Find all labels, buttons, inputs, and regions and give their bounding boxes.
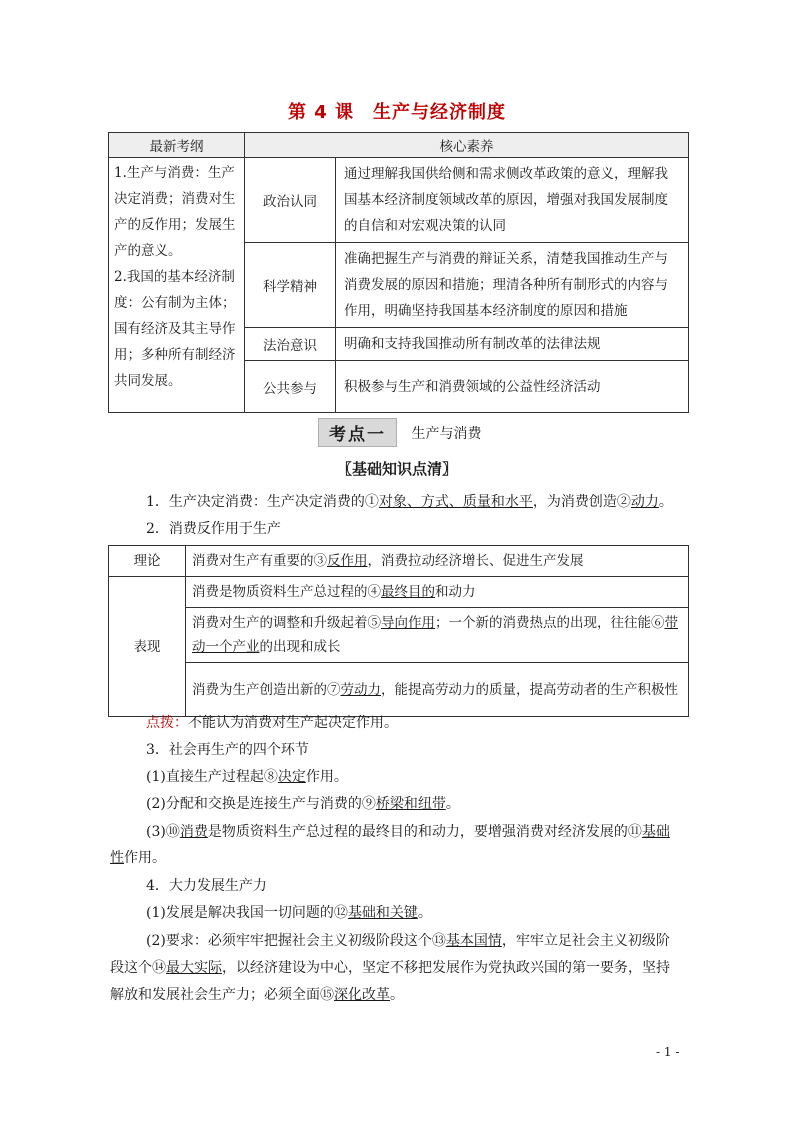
paragraph-4-1: [110, 902, 726, 922]
text: 。: [417, 905, 432, 921]
outline-line: 1.生产与消费：生产: [114, 165, 235, 181]
answer: 最终目的: [381, 584, 435, 600]
literacy-desc: [336, 243, 689, 328]
outline-content: [109, 158, 245, 413]
paragraph-3-3: [110, 821, 726, 841]
performance-row: [186, 663, 689, 717]
text: (1)发展是解决我国一切问题的⑫: [146, 905, 348, 921]
kaodian-title: 生产与消费: [411, 425, 482, 442]
paragraph-4: 4．大力发展生产力: [146, 878, 267, 894]
answer: 导向作用: [381, 615, 435, 631]
paragraph-3-2: [110, 793, 726, 813]
text: (1)直接生产过程起⑧: [146, 769, 278, 785]
performance-row: [186, 577, 689, 608]
performance-label: 表现: [109, 577, 186, 717]
outline-table: [108, 132, 689, 413]
text: 消费为生产创造出新的⑦: [192, 681, 341, 698]
literacy-desc: [336, 361, 689, 413]
kaodian-heading: [318, 418, 481, 444]
answer: 决定: [277, 769, 306, 785]
answer: 桥梁和纽带: [375, 796, 446, 812]
answer: 基础: [641, 824, 670, 840]
outline-line: 国有经济及其主导作: [114, 321, 236, 337]
paragraph-3-1: [110, 766, 726, 786]
header-literacy: 核心素养: [245, 133, 689, 158]
paragraph-4-2-cont2: [110, 984, 690, 1004]
theory-label: 理论: [109, 546, 186, 577]
text: 是物质资料生产总过程的最终目的和动力，要增强消费对经济发展的⑪: [207, 824, 642, 840]
text: 段这个⑭: [110, 960, 166, 976]
text: 消费对生产有重要的③: [192, 553, 327, 569]
text: 作用。: [305, 769, 348, 785]
desc-line: 消费发展的原因和措施；理清各种所有制形式的内容与: [344, 277, 668, 293]
outline-line: 产的反作用；发展生: [114, 217, 236, 233]
answer: 劳动力: [340, 681, 381, 698]
literacy-desc: [336, 328, 689, 361]
text: 。: [445, 796, 460, 812]
paragraph-4-2-cont: [110, 957, 690, 977]
answer: 最大实际: [166, 960, 222, 976]
paragraph-1: [110, 491, 726, 511]
kaodian-label: 考点一: [318, 418, 397, 447]
outline-line: 用；多种所有制经济: [114, 347, 236, 363]
answer: 动力: [630, 494, 659, 510]
desc-line: 作用，明确坚持我国基本经济制度的原因和措施: [344, 303, 628, 319]
text: 解放和发展社会生产力；必须全面⑮: [110, 987, 334, 1003]
section-banner: 〖基础知识点清〗: [336, 460, 457, 478]
paragraph-4-2: [110, 930, 726, 950]
literacy-name: 法治意识: [245, 328, 336, 361]
answer: 深化改革: [334, 987, 390, 1003]
tip-label: 点拨：: [146, 715, 188, 731]
theory-content: [186, 546, 689, 577]
literacy-name: 科学精神: [245, 243, 336, 328]
answer: 对象、方式、质量和水平: [378, 494, 533, 510]
desc-line: 的自信和对宏观决策的认同: [344, 218, 506, 234]
tip-text: 不能认为消费对生产起决定作用。: [188, 715, 398, 731]
header-outline: 最新考纲: [109, 133, 245, 158]
desc-line: 明确和支持我国推动所有制改革的法律法规: [344, 336, 601, 352]
text: 作用。: [124, 850, 166, 866]
paragraph-2: 2．消费反作用于生产: [146, 521, 281, 537]
outline-line: 度：公有制为主体；: [114, 295, 236, 311]
text: (2)分配和交换是连接生产与消费的⑨: [146, 796, 376, 812]
text: 。: [390, 987, 404, 1003]
text: 。: [658, 494, 673, 510]
literacy-name: 政治认同: [245, 158, 336, 243]
text: (2)要求：必须牢牢把握社会主义初级阶段这个⑬: [146, 933, 446, 949]
text: ，牢牢立足社会主义初级阶: [501, 933, 670, 949]
tip-line: [146, 712, 726, 732]
text: ，以经济建设为中心，坚定不移把发展作为党执政兴国的第一要务，坚持: [222, 960, 670, 976]
literacy-name: 公共参与: [245, 361, 336, 413]
answer: 反作用: [327, 553, 368, 569]
answer: 基本国情: [445, 933, 502, 949]
page-number: - 1 -: [656, 1045, 680, 1059]
text: (3)⑩: [146, 824, 180, 840]
text: 消费是物质资料生产总过程的④: [192, 584, 381, 600]
desc-line: 准确把握生产与消费的辩证关系，清楚我国推动生产与: [344, 251, 668, 267]
desc-line: 积极参与生产和消费领域的公益性经济活动: [344, 378, 601, 395]
text: 消费对生产的调整和升级起着⑤: [192, 615, 381, 631]
answer: 消费: [179, 824, 208, 840]
text: ；一个新的消费热点的出现，往往能⑥: [435, 615, 665, 631]
outline-line: 产的意义。: [114, 243, 182, 259]
outline-line: 决定消费；消费对生: [114, 191, 236, 207]
paragraph-3-3-cont: [110, 847, 690, 867]
outline-line: 共同发展。: [114, 373, 182, 389]
outline-line: 2.我国的基本经济制: [114, 269, 235, 285]
desc-line: 国基本经济制度领域改革的原因，增强对我国发展制度: [344, 192, 668, 208]
text: ，为消费创造②: [532, 494, 631, 510]
answer: 带动一个产业: [192, 615, 678, 655]
lesson-title: 第 4 课 生产与经济制度: [287, 102, 507, 123]
text: 和动力: [435, 584, 476, 600]
literacy-desc: [336, 158, 689, 243]
desc-line: 通过理解我国供给侧和需求侧改革政策的意义，理解我: [344, 166, 668, 182]
consumption-table: [108, 545, 689, 717]
text: ，消费拉动经济增长、促进生产发展: [367, 553, 584, 569]
text: 1．生产决定消费：生产决定消费的①: [146, 494, 379, 510]
text: ，能提高劳动力的质量，提高劳动者的生产积极性: [381, 681, 678, 698]
performance-row: [186, 608, 689, 663]
text: 的出现和成长: [259, 639, 341, 655]
answer: 性: [110, 850, 124, 866]
paragraph-3: 3．社会再生产的四个环节: [146, 742, 309, 758]
answer: 基础和关键: [347, 905, 418, 921]
